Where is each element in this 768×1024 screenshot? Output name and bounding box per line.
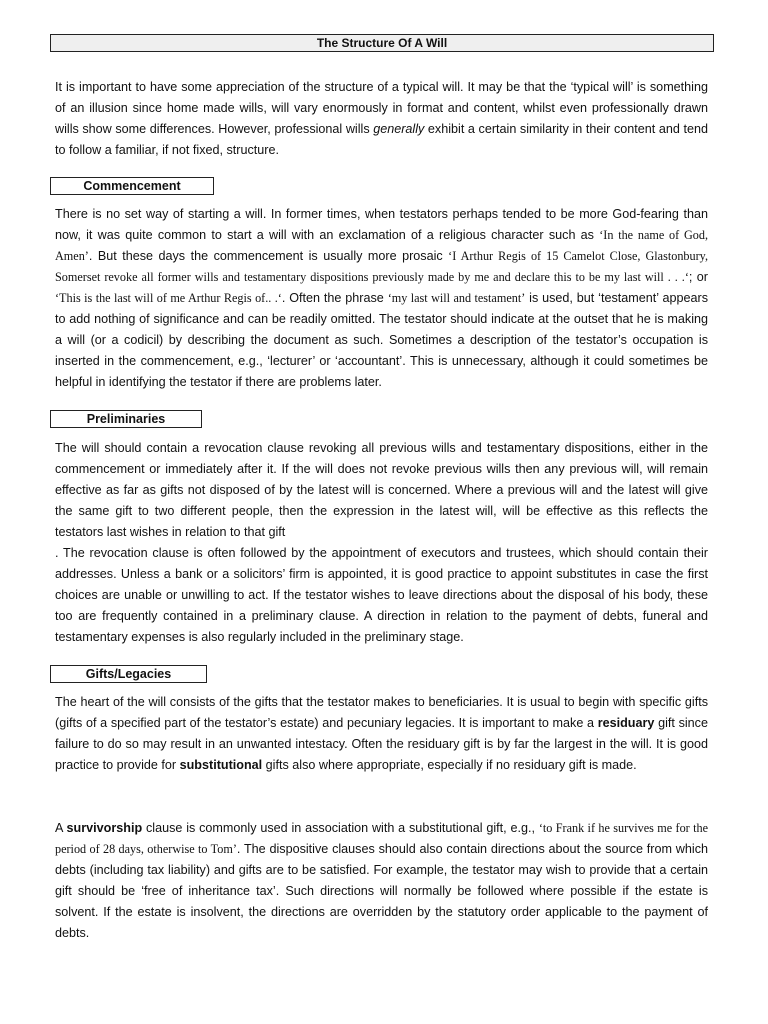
commencement-paragraph: There is no set way of starting a will. In former times, when testators perhaps tended to be more God-fearing than now, it was quite common to start a will with an exclamation of a religious character such as ‘In the name of God, Amen’. But these days the commencement is usually more prosaic ‘I Arthur Regis of 15 Camelot Close, Glastonbury, Somerset revoke all former wills and testamentary dispositions previously made by me and declare this to be my last will . . .‘; or ‘This is the last will of me Arthur Regis of.. .‘. Often the phrase ‘my last will and testament’ is used, but ‘testament’ appears to add nothing of significance and can be readily omitted. The testator should indicate at the outset that he is making a will (or a codicil) by describing the document as such. Sometimes a description of the testator’s occupation is inserted in the commencement, e.g., ‘lecturer’ or ‘accountant’. This is unnecessary, although it could sometimes be helpful in identifying the testator if there are problems later. bbox=[55, 207, 709, 389]
gifts-paragraph-1: The heart of the will consists of the gifts that the testator makes to beneficiaries. It is usual to begin with specific gifts (gifts of a specified part of the testator’s estate) and pecuniary legacies. It is important to make a residuary gift since failure to do so may result in an unwanted intestacy. Often the residuary gift is by far the largest in the will. It is good practice to provide for substitutional gifts also where appropriate, especially if no residuary gift is made. bbox=[55, 695, 708, 772]
section-heading-gifts-legacies: Gifts/Legacies bbox=[50, 665, 207, 683]
gifts-paragraph-2: A survivorship clause is commonly used in association with a substitutional gift, e.g., ‘to Frank if he survives me for the period of 28 days, otherwise to Tom’. The dispositive clauses should also contain directions about the source from which debts (including tax liability) and gifts are to be satisfied. For example, the testator may wish to provide that a certain gift should be ‘free of inheritance tax’. Such directions will normally be followed where possible if the estate is solvent. If the estate is insolvent, the directions are overridden by the statutory order applicable to the payment of debts. bbox=[55, 821, 709, 940]
preliminaries-paragraph-1: The will should contain a revocation clause revoking all previous wills and testamentary dispositions, either in the commencement or immediately after it. If the will does not revoke previous wills then any previous will, will remain effective as far as gifts not disposed of by the latest will is concerned. Where a previous will and the latest will give the same gift to two different people, then the expression in the latest will, will be effective as this reflects the testators last wishes in relation to that gift bbox=[55, 441, 708, 539]
page-title: The Structure Of A Will bbox=[50, 34, 714, 52]
section-heading-commencement: Commencement bbox=[50, 177, 214, 195]
preliminaries-paragraph-2: . The revocation clause is often followed by the appointment of executors and trustees, which should contain their addresses. Unless a bank or a solicitors’ firm is appointed, it is good practice to appoint substitutes in case the first choices are unable or unwilling to act. If the testator wishes to leave directions about the disposal of his body, these too are frequently contained in a preliminary clause. A direction in relation to the payment of debts, funeral and testamentary expenses is also regularly included in the preliminary stage. bbox=[55, 546, 708, 644]
intro-paragraph: It is important to have some appreciation of the structure of a typical will. It may be that the ‘typical will’ is something of an illusion since home made wills, will vary enormously in format and content, whilst even professionally drawn wills show some differences. However, professional wills generally exhibit a certain similarity in their content and tend to follow a familiar, if not fixed, structure. bbox=[55, 80, 708, 157]
section-heading-preliminaries: Preliminaries bbox=[50, 410, 202, 428]
